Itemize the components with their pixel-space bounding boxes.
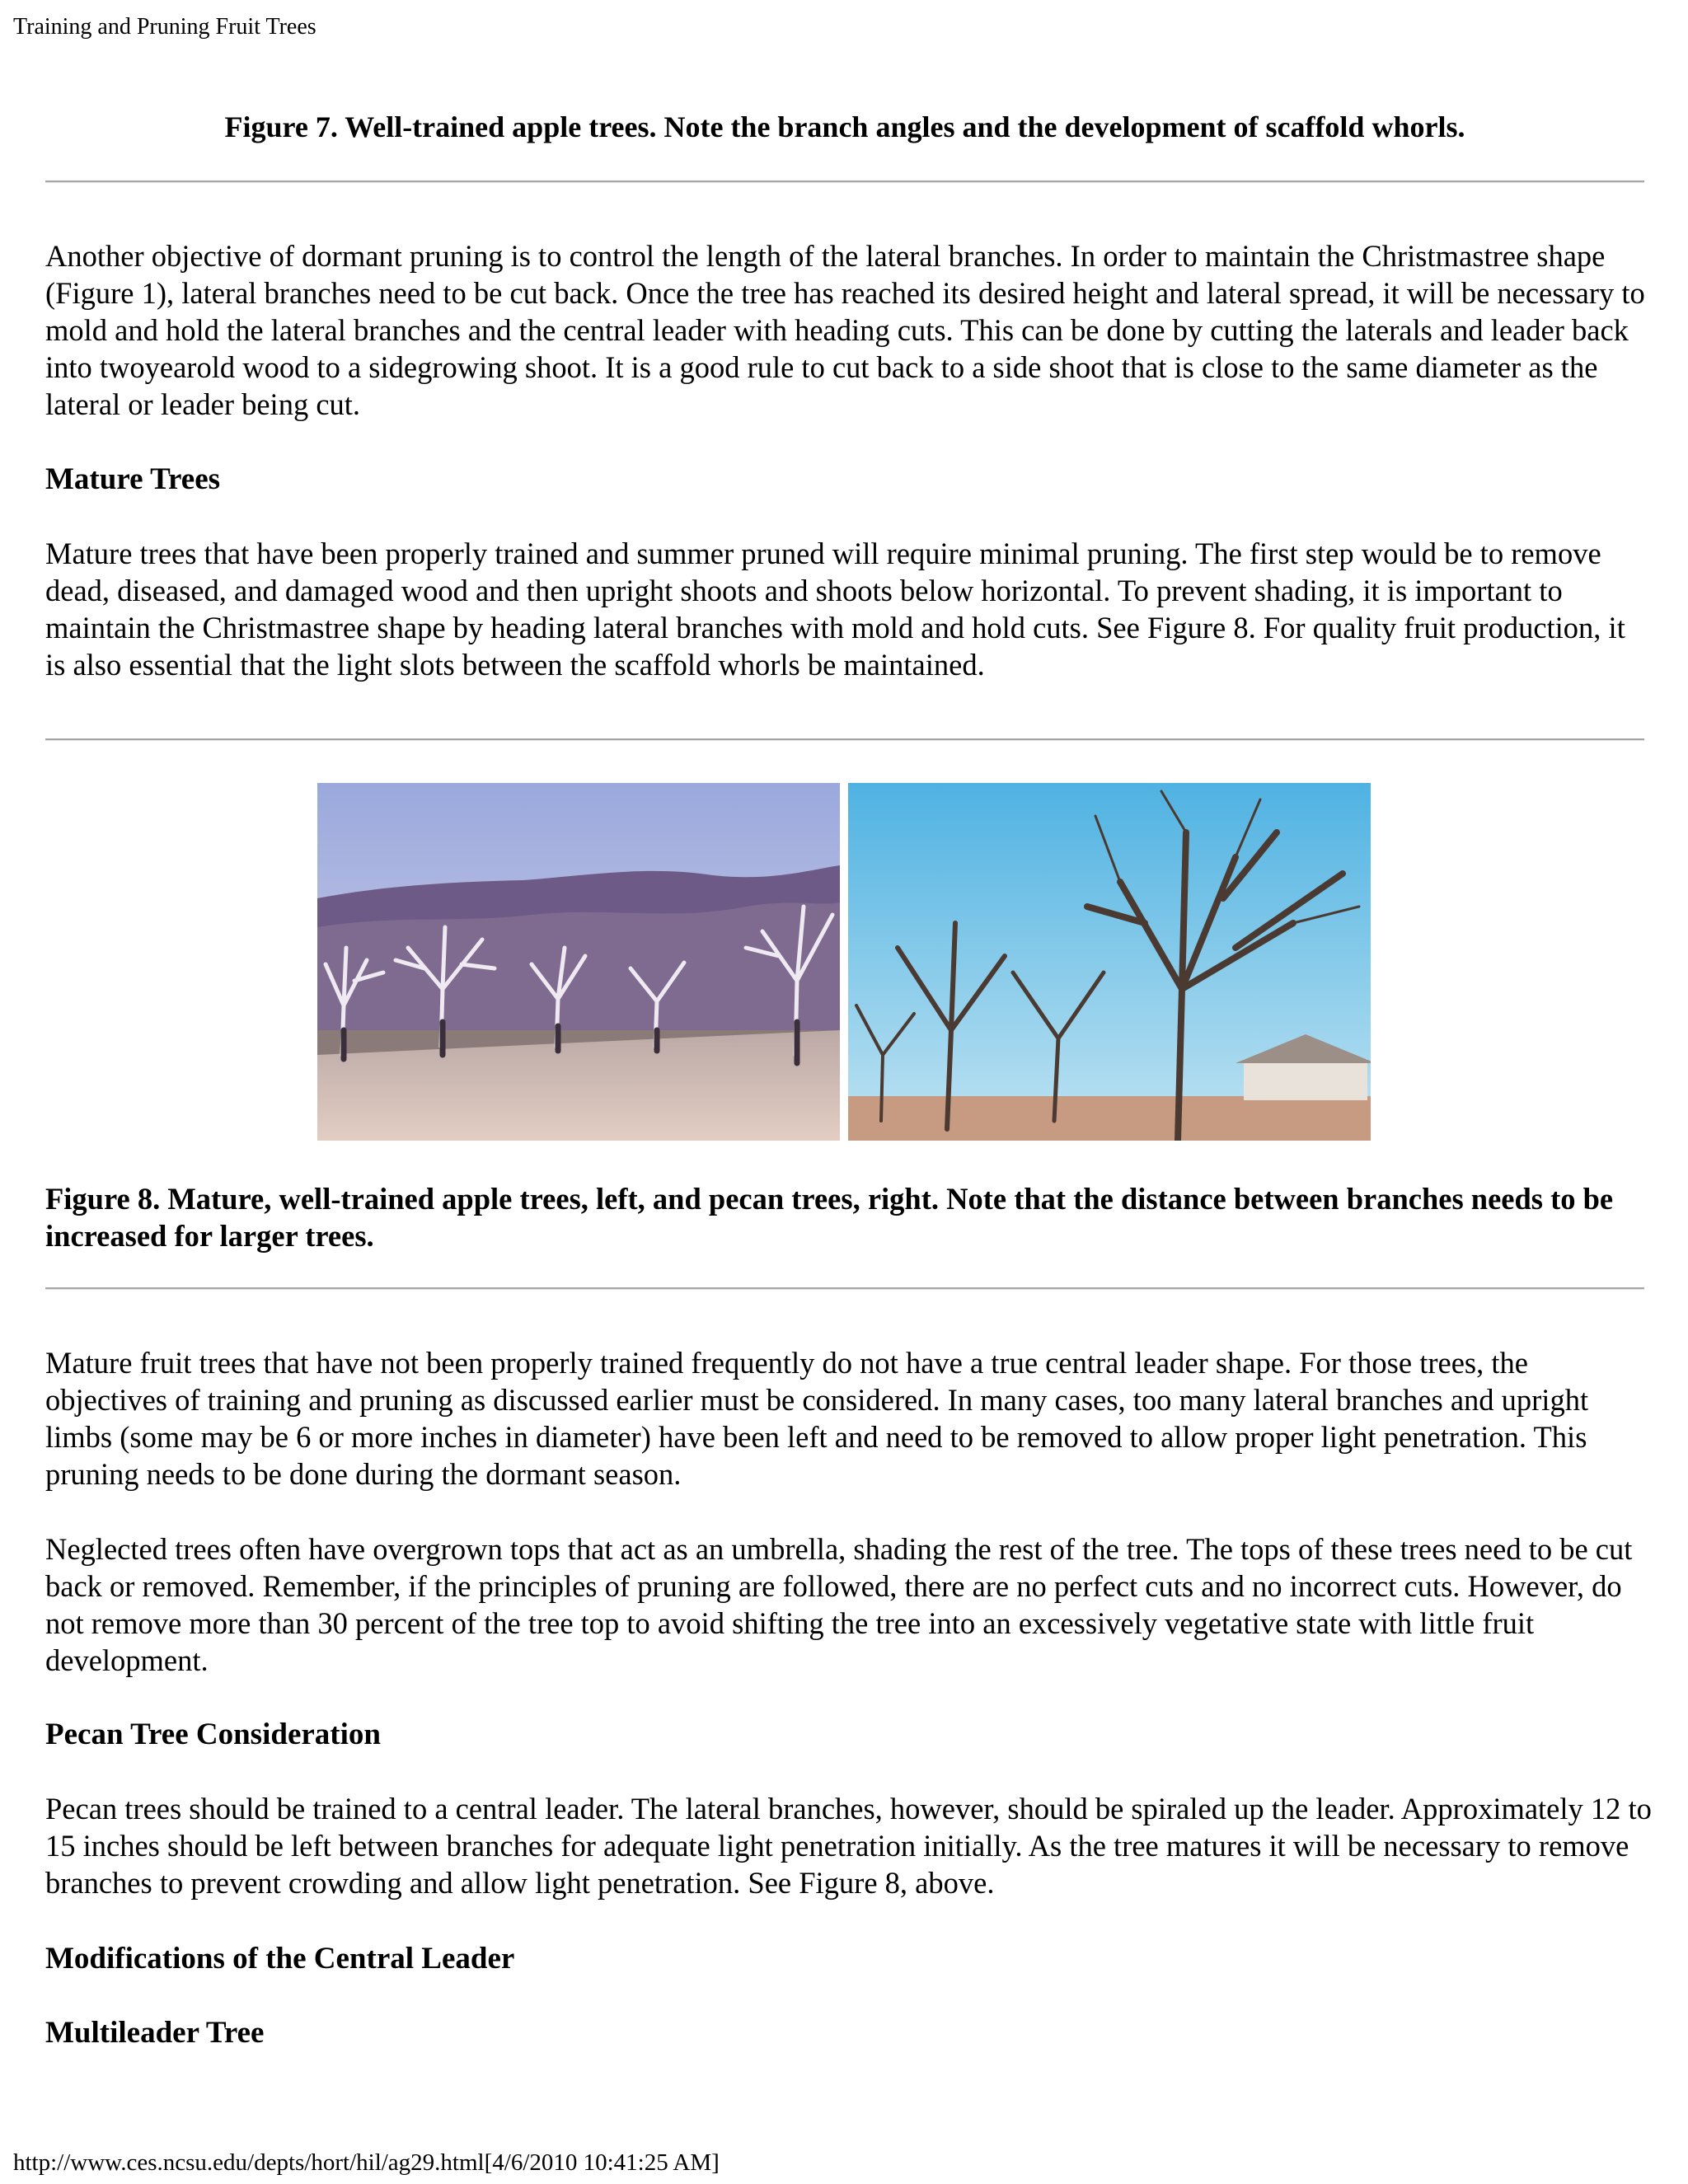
heading-pecan-tree-consideration: Pecan Tree Consideration (45, 1718, 381, 1751)
heading-mature-trees: Mature Trees (45, 462, 221, 496)
paragraph-dormant-pruning: Another objective of dormant pruning is to control the length of the lateral branches. In order to maintain the Christmastree shape (Figure 1), lateral branches need to be cut back. Once the tree has reached its desired height and lateral spread, it will be necessary to mold and hold the lateral branches and the central leader with heading cuts. This can be done by cutting the laterals and leader back into twoyearold wood to a sidegrowing shoot. It is a good rule to cut back to a side shoot that is close to the same diameter as the lateral or leader being cut. (45, 239, 1645, 421)
divider (45, 180, 1644, 183)
paragraph-untrained-trees: Mature fruit trees that have not been properly trained frequently do not have a true central leader shape. For those trees, the objectives of training and pruning as discussed earlier must be considered. In many cases, too many lateral branches and upright limbs (some may be 6 or more inches in diameter) have been left and need to be removed to allow proper light penetration. This pruning needs to be done during the dormant season. (45, 1346, 1589, 1491)
heading-multileader-tree: Multileader Tree (45, 2016, 265, 2050)
paragraph-neglected-trees: Neglected trees often have overgrown tops that act as an umbrella, shading the rest of the tree. The tops of these trees need to be cut back or removed. Remember, if the principles of pruning are followed, there are no perfect cuts and no incorrect cuts. However, do not remove more than 30 percent of the tree top to avoid shifting the tree into an excessively vegetative state with little fruit development. (45, 1532, 1633, 1677)
page-footer-url: http://www.ces.ncsu.edu/depts/hort/hil/ag29.html[4/6/2010 10:41:25 AM] (13, 2149, 720, 2176)
page-header-title: Training and Pruning Fruit Trees (13, 14, 316, 40)
divider (45, 738, 1644, 741)
paragraph-mature-trees: Mature trees that have been properly trained and summer pruned will require minimal pruning. The first step would be to remove dead, diseased, and damaged wood and then upright shoots and shoots below horizontal. To prevent shading, it is important to maintain the Christmastree shape by heading lateral branches with mold and hold cuts. See Figure 8. For quality fruit production, it is also essential that the light slots between the scaffold whorls be maintained. (45, 537, 1625, 682)
heading-modifications-central-leader: Modifications of the Central Leader (45, 1942, 515, 1975)
figure-8-apple-trees-image (317, 783, 840, 1141)
figure-8-pecan-trees-image (848, 783, 1371, 1141)
figure-7-caption: Figure 7. Well-trained apple trees. Note the branch angles and the development of scaffold whorls. (224, 110, 1465, 143)
figure-8-caption: Figure 8. Mature, well-trained apple trees, left, and pecan trees, right. Note that the distance between branches needs to be increased for larger trees. (45, 1182, 1614, 1253)
divider (45, 1287, 1644, 1290)
paragraph-pecan: Pecan trees should be trained to a central leader. The lateral branches, however, should be spiraled up the leader. Approximately 12 to 15 inches should be left between branches for adequate light penetration initially. As the tree matures it will be necessary to remove branches to prevent crowding and allow light penetration. See Figure 8, above. (45, 1792, 1652, 1900)
